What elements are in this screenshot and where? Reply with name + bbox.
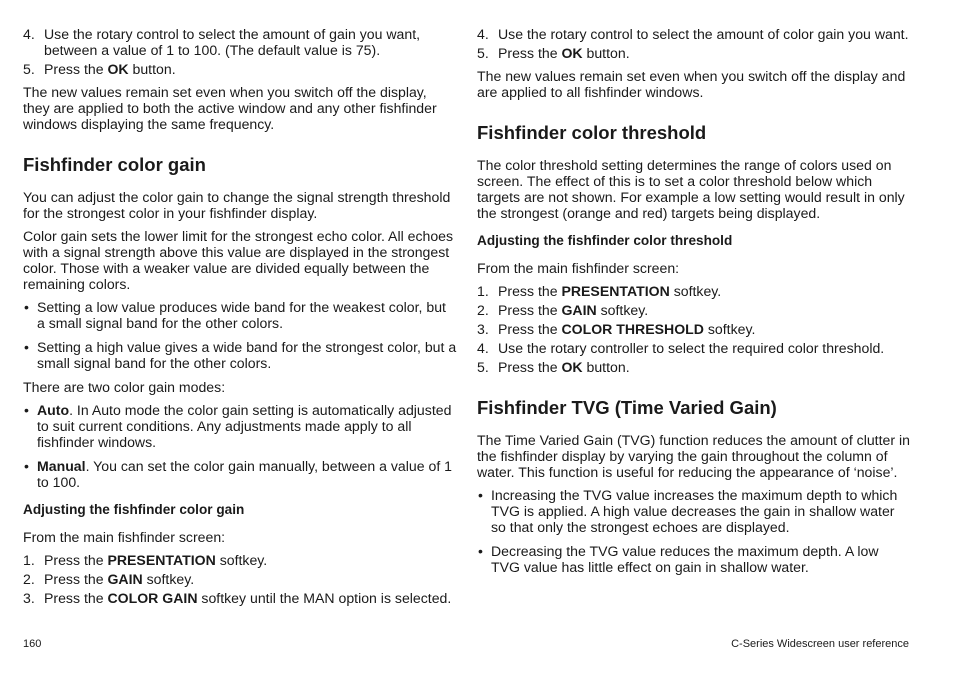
step-text: Use the rotary control to select the amount of gain you want, between a value of 1 to 100. (The default value is 75). [44,26,421,58]
step-item [477,321,911,337]
bullet-text: Decreasing the TVG value reduces the maximum depth. A low TVG value has little effect on gain in shallow water. [491,543,879,575]
step-text: Press the OK button. [44,61,176,77]
step-number: 5. [477,45,489,61]
subheading-adjust-color-threshold: Adjusting the fishfinder color threshold [477,233,733,248]
bullet-marker: • [24,458,29,474]
step-text: Press the GAIN softkey. [498,302,649,318]
step-item [23,26,457,58]
left-steps-bottom [23,552,457,606]
bullet-text: Setting a high value gives a wide band for the strongest color, but a small signal band for the other colors. [37,339,457,371]
bullet-text: Setting a low value produces wide band for the weakest color, but a small signal band for the other colors. [37,299,446,331]
left-para-4: There are two color gain modes: [23,379,226,395]
step-item [477,359,911,375]
step-number: 2. [477,302,489,318]
step-number: 3. [23,590,35,606]
page-number: 160 [23,638,42,650]
step-number: 4. [477,340,489,356]
left-steps-top [23,26,457,77]
step-number: 4. [477,26,489,42]
heading-color-gain: Fishfinder color gain [23,154,206,175]
left-para-3: Color gain sets the lower limit for the strongest echo color. All echoes with a signal strength above this value are displayed in the strongest color. Those with a weaker value are divided equally between the remaining colors. [23,228,454,292]
step-text: Use the rotary control to select the amount of color gain you want. [498,26,909,42]
heading-tvg: Fishfinder TVG (Time Varied Gain) [477,397,777,418]
step-item [23,590,457,606]
heading-color-threshold: Fishfinder color threshold [477,122,707,143]
step-item [477,340,911,356]
step-text: Press the GAIN softkey. [44,571,195,587]
step-number: 5. [477,359,489,375]
bullet-item [23,458,457,490]
right-para-4: The Time Varied Gain (TVG) function reduces the amount of clutter in the fishfinder display by varying the gain throughout the column of water. This function is useful for reducing the appearance of ‘noise’. [477,432,910,480]
step-item [23,61,457,77]
right-column [477,26,911,583]
left-bullets-1 [23,299,457,371]
bullet-text: Auto. In Auto mode the color gain setting is automatically adjusted to suit current conditions. Any adjustments made apply to all fishfinder windows. [37,402,452,450]
step-text: Use the rotary controller to select the required color threshold. [498,340,885,356]
bullet-marker: • [478,543,483,559]
step-text: Press the COLOR THRESHOLD softkey. [498,321,756,337]
bullet-item [477,543,911,575]
step-text: Press the COLOR GAIN softkey until the MAN option is selected. [44,590,452,606]
right-steps-top [477,26,911,61]
left-para-5: From the main fishfinder screen: [23,529,226,545]
bullet-marker: • [24,402,29,418]
right-para-1: The new values remain set even when you switch off the display and are applied to all fishfinder windows. [477,68,906,100]
step-number: 3. [477,321,489,337]
step-item [477,45,911,61]
bullet-marker: • [24,339,29,355]
right-para-2: The color threshold setting determines the range of colors used on screen. The effect of this is to set a color threshold below which targets are not shown. For example a low setting would result in only the strongest (orange and red) targets being displayed. [477,157,905,221]
left-para-2: You can adjust the color gain to change the signal strength threshold for the strongest color in your fishfinder display. [23,189,451,221]
right-bullets [477,487,911,575]
document-title: C-Series Widescreen user reference [731,638,909,650]
step-item [477,283,911,299]
step-text: Press the PRESENTATION softkey. [498,283,722,299]
right-steps-mid [477,283,911,375]
step-number: 2. [23,571,35,587]
bullet-item [477,487,911,535]
step-number: 1. [477,283,489,299]
bullet-item [23,402,457,450]
left-para-1: The new values remain set even when you switch off the display, they are applied to both the active window and any other fishfinder windows displaying the same frequency. [23,84,437,132]
step-item [477,302,911,318]
step-item [477,26,911,42]
bullet-item [23,339,457,371]
step-item [23,571,457,587]
step-number: 5. [23,61,35,77]
bullet-marker: • [24,299,29,315]
step-text: Press the OK button. [498,359,630,375]
subheading-adjust-color-gain: Adjusting the fishfinder color gain [23,502,245,517]
step-item [23,552,457,568]
bullet-marker: • [478,487,483,503]
step-text: Press the PRESENTATION softkey. [44,552,268,568]
step-number: 1. [23,552,35,568]
left-column [23,26,457,613]
bullet-text: Increasing the TVG value increases the maximum depth to which TVG is applied. A high value decreases the gain in shallow water so that only the strongest echoes are displayed. [491,487,898,535]
right-para-3: From the main fishfinder screen: [477,260,680,276]
step-number: 4. [23,26,35,42]
bullet-text: Manual. You can set the color gain manually, between a value of 1 to 100. [37,458,452,490]
bullet-item [23,299,457,331]
step-text: Press the OK button. [498,45,630,61]
left-bullets-2 [23,402,457,490]
